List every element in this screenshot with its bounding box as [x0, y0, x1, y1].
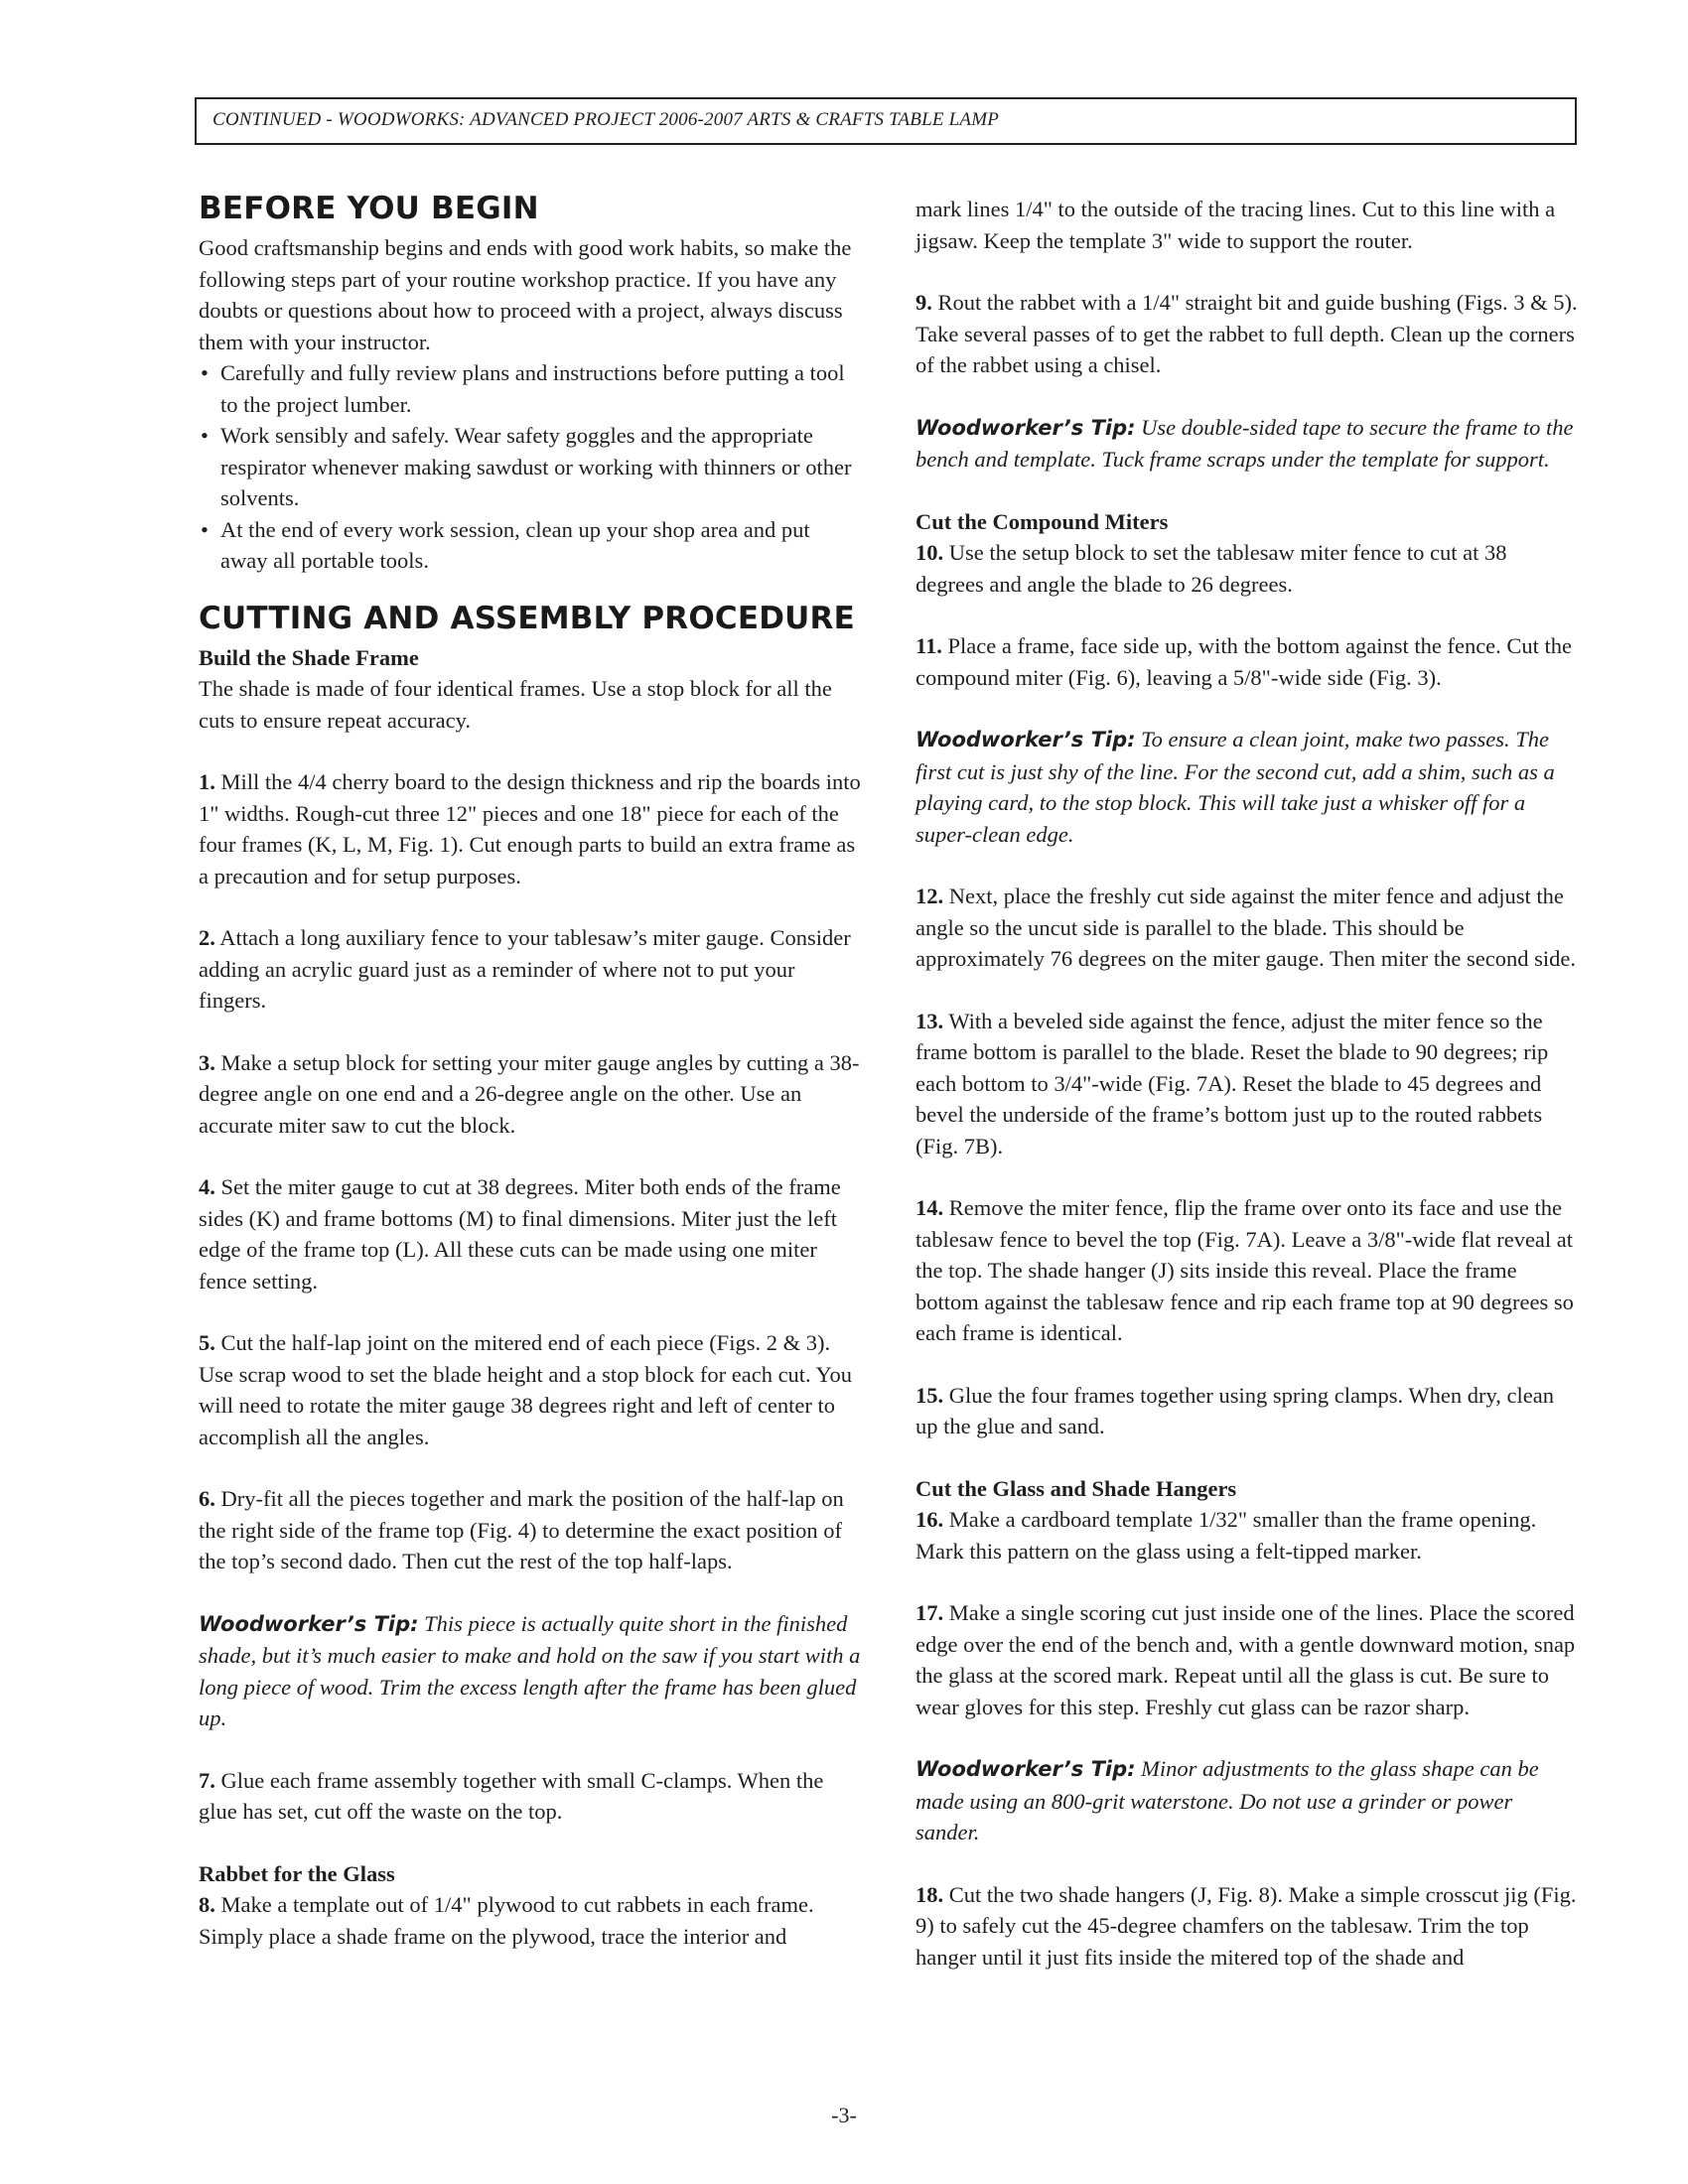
step-number: 12.: [915, 884, 944, 908]
step-number: 16.: [915, 1507, 944, 1532]
right-column: [915, 194, 1579, 1973]
tip-text: To ensure a clean joint, make two passes. The first cut is just shy of the line. For the second cut, add a shim, such as a playing card, to the stop block. This will take just a whisker off for a super-clean edge.: [915, 727, 1555, 847]
step-13: [915, 1006, 1579, 1162]
step-text: Cut the two shade hangers (J, Fig. 8). Make a simple crosscut jig (Fig. 9) to safely cut the 45-degree chamfers on the tablesaw. Trim the top hanger until it just fits inside the mitered top of the shade and: [915, 1881, 1577, 1970]
compound-miters-subhead: Cut the Compound Miters: [915, 508, 1169, 534]
step-text: Rout the rabbet with a 1/4" straight bit and guide bushing (Figs. 3 & 5). Take several passes of to get the rabbet to full depth. Clean up the corners of the rabbet using a chisel.: [915, 290, 1578, 377]
step-number: 5.: [199, 1330, 215, 1355]
step-text: Glue each frame assembly together with small C-clamps. When the glue has set, cut off the waste on the top.: [199, 1767, 824, 1824]
step-text: Make a template out of 1/4" plywood to cut rabbets in each frame. Simply place a shade frame on the plywood, trace the interior and: [199, 1892, 814, 1949]
build-intro: The shade is made of four identical frames. Use a stop block for all the cuts to ensure repeat accuracy.: [199, 676, 832, 733]
tip-text: This piece is actually quite short in the finished shade, but it’s much easier to make and hold on the saw if you start with a long piece of wood. Trim the excess length after the frame has been glued up.: [199, 1610, 861, 1730]
before-you-begin-heading: BEFORE YOU BEGIN: [199, 191, 539, 226]
glass-hangers-subhead: Cut the Glass and Shade Hangers: [915, 1475, 1237, 1501]
header-title: CONTINUED - WOODWORKS: ADVANCED PROJECT 2006-2007 ARTS & CRAFTS TABLE LAMP: [212, 109, 1000, 130]
before-intro: Good craftsmanship begins and ends with good work habits, so make the following steps part of your routine workshop practice. If you have any doubts or questions about how to proceed with a project, always discuss them with your instructor.: [199, 235, 852, 354]
tip-text: Use double-sided tape to secure the frame to the bench and template. Tuck frame scraps under the template for support.: [915, 414, 1574, 472]
step-14: [915, 1192, 1579, 1349]
step-4: [199, 1171, 862, 1297]
step-12: [915, 881, 1579, 975]
step-16: [915, 1504, 1579, 1567]
step-number: 2.: [199, 925, 215, 950]
step-text: Set the miter gauge to cut at 38 degrees. Miter both ends of the frame sides (K) and frame bottoms (M) to final dimensions. Miter just the left edge of the frame top (L). All these cuts can be made using one miter fence setting.: [199, 1174, 841, 1294]
step-18: [915, 1879, 1579, 1974]
step-number: 7.: [199, 1767, 215, 1793]
step-text: Remove the miter fence, flip the frame over onto its face and use the tablesaw fence to bevel the top (Fig. 7A). Leave a 3/8"-wide flat reveal at the top. The shade hanger (J) sits inside this reveal. Place the frame bottom against the tablesaw fence and rip each frame top at 90 degrees so each frame is identical.: [915, 1195, 1574, 1345]
step-8-continued: mark lines 1/4" to the outside of the tracing lines. Cut to this line with a jigsaw. Keep the template 3" wide to support the router.: [915, 197, 1556, 253]
step-3: [199, 1047, 862, 1142]
step-text: Make a setup block for setting your miter gauge angles by cutting a 38-degree angle on one end and a 26-degree angle on the other. Use an accurate miter saw to cut the block.: [199, 1049, 860, 1138]
page-header: [195, 97, 1577, 145]
step-number: 6.: [199, 1486, 215, 1511]
step-text: Glue the four frames together using spring clamps. When dry, clean up the glue and sand.: [915, 1382, 1554, 1438]
step-number: 8.: [199, 1892, 215, 1917]
rabbet-subhead: Rabbet for the Glass: [199, 1860, 395, 1886]
step-7: [199, 1765, 862, 1828]
step-text: Make a single scoring cut just inside one of the lines. Place the scored edge over the end of the bench and, with a gentle downward motion, snap the glass at the scored mark. Repeat until all the glass is cut. Be sure to wear gloves for this step. Freshly cut glass can be razor sharp.: [915, 1600, 1576, 1719]
step-number: 10.: [915, 540, 944, 565]
step-8: [199, 1889, 862, 1952]
woodworker-tip: [915, 724, 1579, 850]
woodworker-tip: [915, 1753, 1579, 1848]
tip-label: Woodworker’s Tip:: [915, 728, 1136, 751]
step-text: Dry-fit all the pieces together and mark the position of the half-lap on the right side of the frame top (Fig. 4) to determine the exact position of the top’s second dado. Then cut the rest of the top half-laps.: [199, 1486, 844, 1573]
safety-list: [199, 357, 862, 577]
woodworker-tip: [199, 1608, 862, 1734]
step-text: Next, place the freshly cut side against the miter fence and adjust the angle so the uncut side is parallel to the blade. This should be approximately 76 degrees on the miter gauge. Then miter the second side.: [915, 884, 1577, 971]
left-column: [199, 189, 862, 1952]
step-9: [915, 287, 1579, 381]
step-text: Cut the half-lap joint on the mitered end of each piece (Figs. 2 & 3). Use scrap wood to set the blade height and a stop block for each cut. You will need to rotate the miter gauge 38 degrees right and left of center to accomplish all the angles.: [199, 1330, 852, 1449]
step-text: Use the setup block to set the tablesaw miter fence to cut at 38 degrees and angle the blade to 26 degrees.: [915, 540, 1507, 597]
step-15: [915, 1380, 1579, 1442]
step-2: [199, 922, 862, 1017]
step-number: 18.: [915, 1881, 944, 1907]
cutting-assembly-heading: CUTTING AND ASSEMBLY PROCEDURE: [199, 600, 855, 636]
step-number: 3.: [199, 1049, 215, 1075]
step-number: 14.: [915, 1195, 944, 1220]
step-17: [915, 1597, 1579, 1722]
step-text: With a beveled side against the fence, adjust the miter fence so the frame bottom is parallel to the blade. Reset the blade to 90 degrees; rip each bottom to 3/4"-wide (Fig. 7A). Reset the blade to 45 degrees and bevel the underside of the frame’s bottom just up to the routed rabbets (Fig. 7B).: [915, 1008, 1549, 1159]
step-text: Mill the 4/4 cherry board to the design thickness and rip the boards into 1" widths. Rough-cut three 12" pieces and one 18" piece for each of the four frames (K, L, M, Fig. 1). Cut enough parts to build an extra frame as a precaution and for setup purposes.: [199, 769, 861, 888]
step-number: 11.: [915, 633, 942, 658]
step-5: [199, 1327, 862, 1452]
tip-label: Woodworker’s Tip:: [199, 1611, 419, 1636]
step-number: 13.: [915, 1008, 944, 1033]
woodworker-tip: [915, 412, 1579, 476]
tip-text: Minor adjustments to the glass shape can be made using an 800-grit waterstone. Do not use a grinder or power sander.: [915, 1756, 1539, 1844]
step-text: Place a frame, face side up, with the bottom against the fence. Cut the compound miter (Fig. 6), leaving a 5/8"-wide side (Fig. 3).: [915, 633, 1573, 690]
step-text: Attach a long auxiliary fence to your tablesaw’s miter gauge. Consider adding an acrylic guard just as a reminder of where not to put your fingers.: [199, 925, 851, 1013]
page-number: -3-: [831, 2103, 857, 2127]
step-6: [199, 1483, 862, 1577]
step-number: 15.: [915, 1382, 944, 1408]
step-number: 17.: [915, 1600, 944, 1625]
step-number: 1.: [199, 769, 215, 794]
safety-item: • At the end of every work session, clean up your shop area and put away all portable tools.: [199, 514, 862, 577]
step-number: 9.: [915, 290, 932, 315]
step-text: Make a cardboard template 1/32" smaller than the frame opening. Mark this pattern on the glass using a felt-tipped marker.: [915, 1507, 1537, 1564]
safety-item: • Carefully and fully review plans and instructions before putting a tool to the project lumber.: [199, 357, 862, 420]
step-1: [199, 766, 862, 891]
build-shade-frame-subhead: Build the Shade Frame: [199, 644, 419, 670]
tip-label: Woodworker’s Tip:: [915, 415, 1136, 440]
step-10: [915, 537, 1579, 600]
safety-item: • Work sensibly and safely. Wear safety goggles and the appropriate respirator whenever making sawdust or working with thinners or other solvents.: [199, 420, 862, 514]
step-number: 4.: [199, 1174, 215, 1199]
tip-label: Woodworker’s Tip:: [915, 1757, 1136, 1781]
step-11: [915, 630, 1579, 693]
